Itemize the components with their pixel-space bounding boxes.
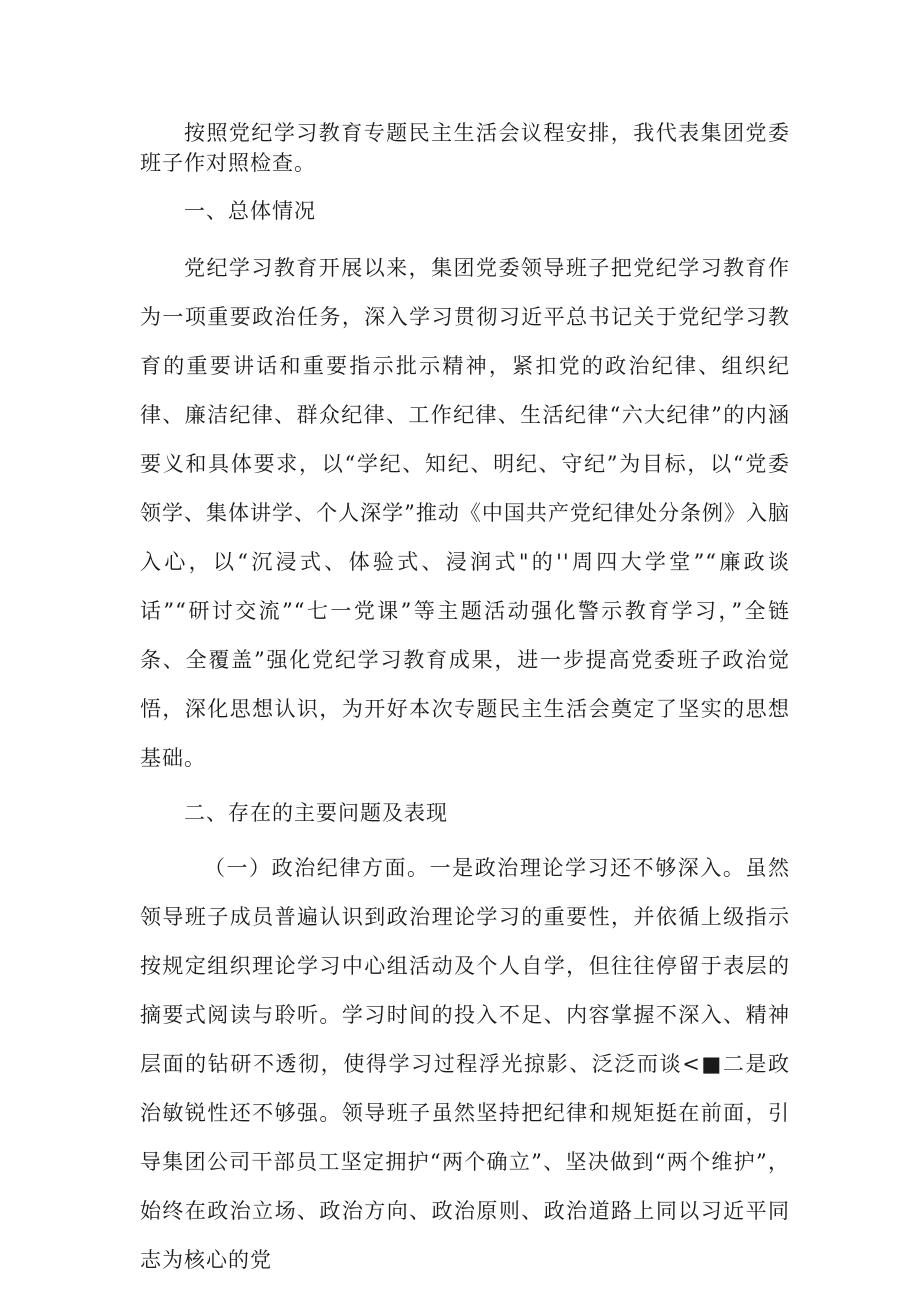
section-body-problems: （一）政治纪律方面。一是政治理论学习还不够深入。虽然领导班子成员普遍认识到政治理论学习的重要性，并依循上级指示按规定组织理论学习中心组活动及个人自学，但往往停留于表层的摘要式阅读与聆听。学习时间的投入不足、内容掌握不深入、精神层面的钻研不透彻，使得学习过程浮光掠影、泛泛而谈<■二是政治敏锐性还不够强。领导班子虽然坚持把纪律和规矩挺在前面，引导集团公司干部员工坚定拥护“两个确立”、坚决做到“两个维护”，始终在政治立场、政治方向、政治原则、政治道路上同以习近平同志为核心的党	[140, 856, 790, 1272]
section-heading-overview: 一、总体情况	[184, 199, 316, 223]
section-heading-problems: 二、存在的主要问题及表现	[184, 801, 448, 825]
document-body	[140, 118, 790, 1285]
intro-paragraph: 按照党纪学习教育专题民主生活会议程安排，我代表集团党委班子作对照检查。	[140, 121, 790, 175]
section-body-overview: 党纪学习教育开展以来，集团党委领导班子把党纪学习教育作为一项重要政治任务，深入学习贯彻习近平总书记关于党纪学习教育的重要讲话和重要指示批示精神，紧扣党的政治纪律、组织纪律、廉洁纪律、群众纪律、工作纪律、生活纪律“六大纪律”的内涵要义和具体要求，以“学纪、知纪、明纪、守纪”为目标，以“党委领学、集体讲学、个人深学”推动《中国共产党纪律处分条例》入脑入心，以“沉浸式、体验式、浸润式"的''周四大学堂”“廉政谈话”“研讨交流”“七一党课”等主题活动强化警示教育学习，”全链条、全覆盖”强化党纪学习教育成果，进一步提高党委班子政治觉悟，深化思想认识，为开好本次专题民主生活会奠定了坚实的思想基础。	[140, 256, 790, 770]
